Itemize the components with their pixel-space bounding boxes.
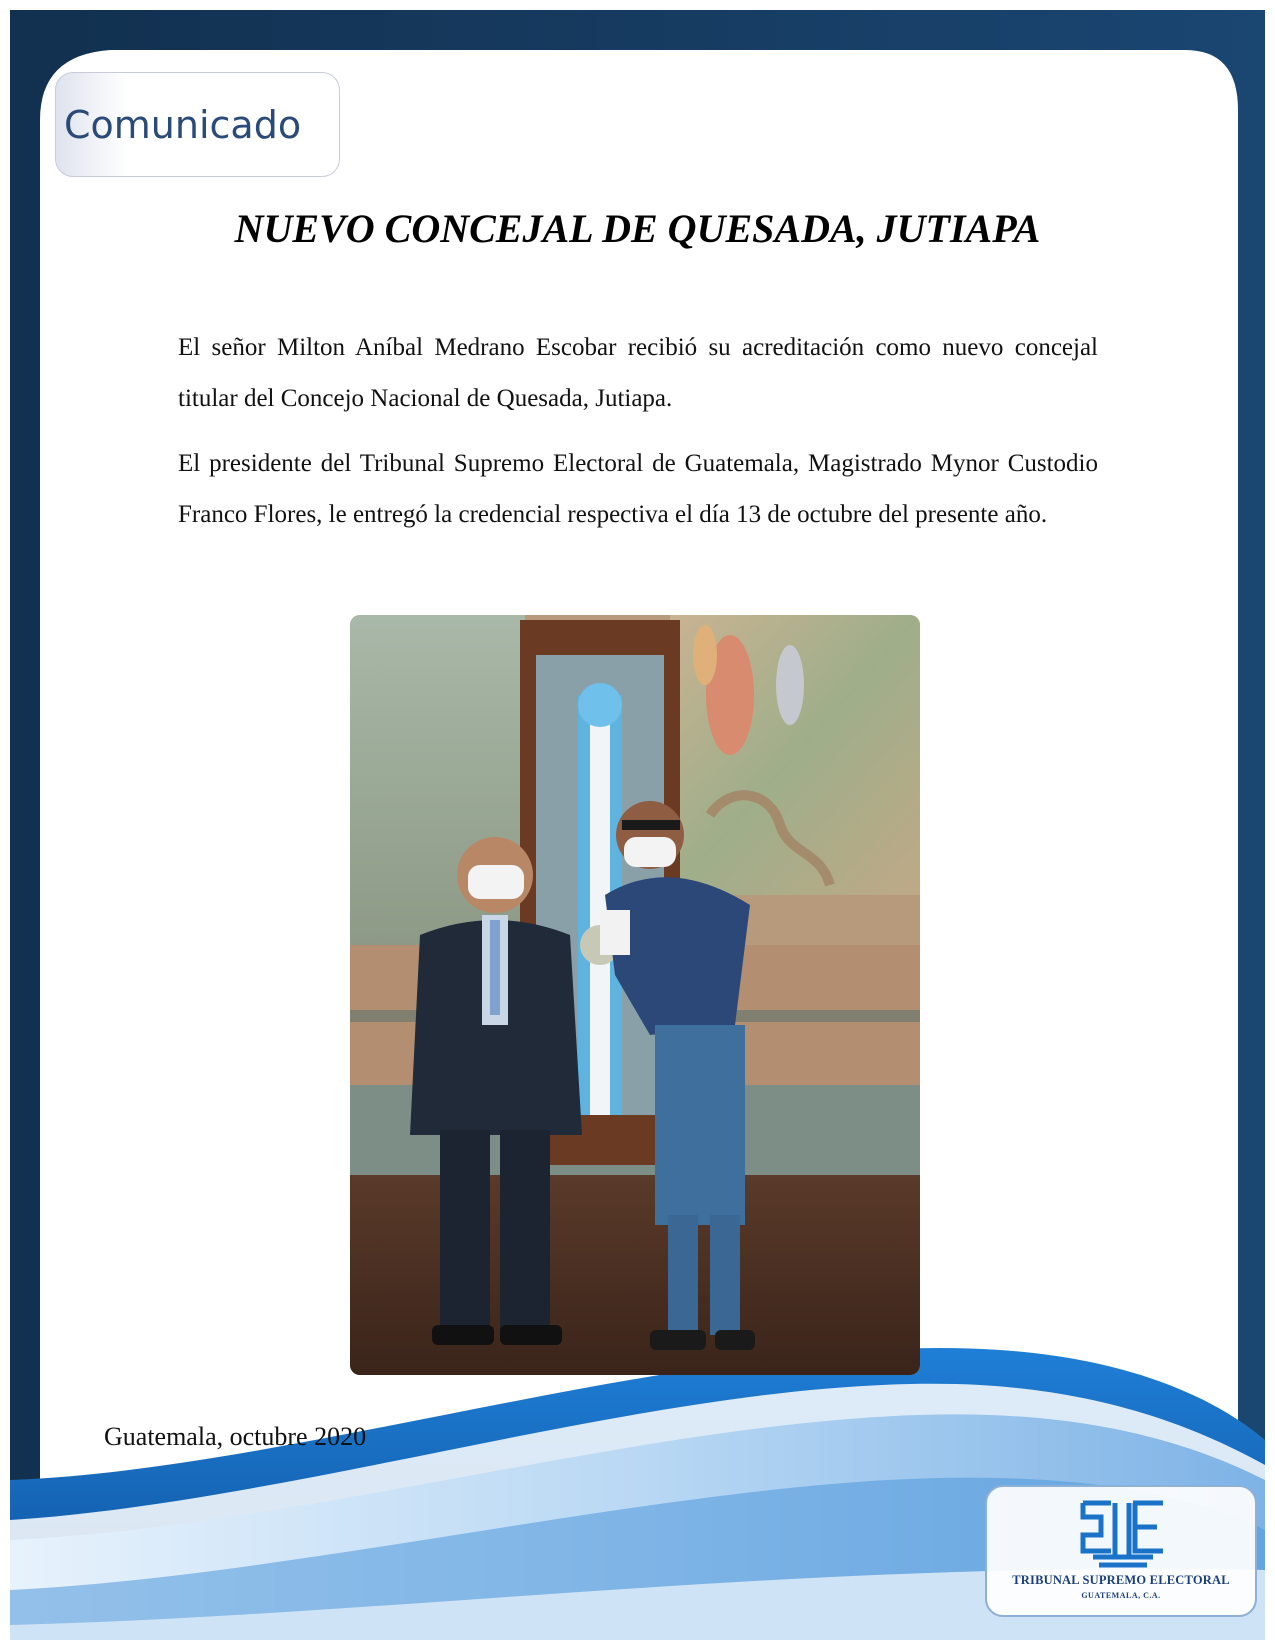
communique-label: Comunicado <box>64 102 302 147</box>
dateline: Guatemala, octubre 2020 <box>104 1422 367 1451</box>
event-photo <box>350 615 920 1375</box>
tse-emblem-icon <box>1073 1495 1173 1573</box>
tse-name: TRIBUNAL SUPREMO ELECTORAL <box>1012 1573 1230 1587</box>
paragraph-1: El señor Milton Aníbal Medrano Escobar recibió su acreditación como nuevo concejal titular del Concejo Nacional de Quesada, Jutiapa. <box>178 334 1098 412</box>
article-body <box>178 322 1098 554</box>
paragraph-2: El presidente del Tribunal Supremo Electoral de Guatemala, Magistrado Mynor Custodio Franco Flores, le entregó la credencial respectiva el día 13 de octubre del presente año. <box>178 450 1098 528</box>
communique-badge <box>55 72 340 177</box>
page-title: NUEVO CONCEJAL DE QUESADA, JUTIAPA <box>234 206 1041 251</box>
tse-logo <box>985 1485 1257 1617</box>
photo-two-men-with-credential-icon <box>350 615 920 1375</box>
tse-country: GUATEMALA, C.A. <box>1081 1591 1161 1600</box>
